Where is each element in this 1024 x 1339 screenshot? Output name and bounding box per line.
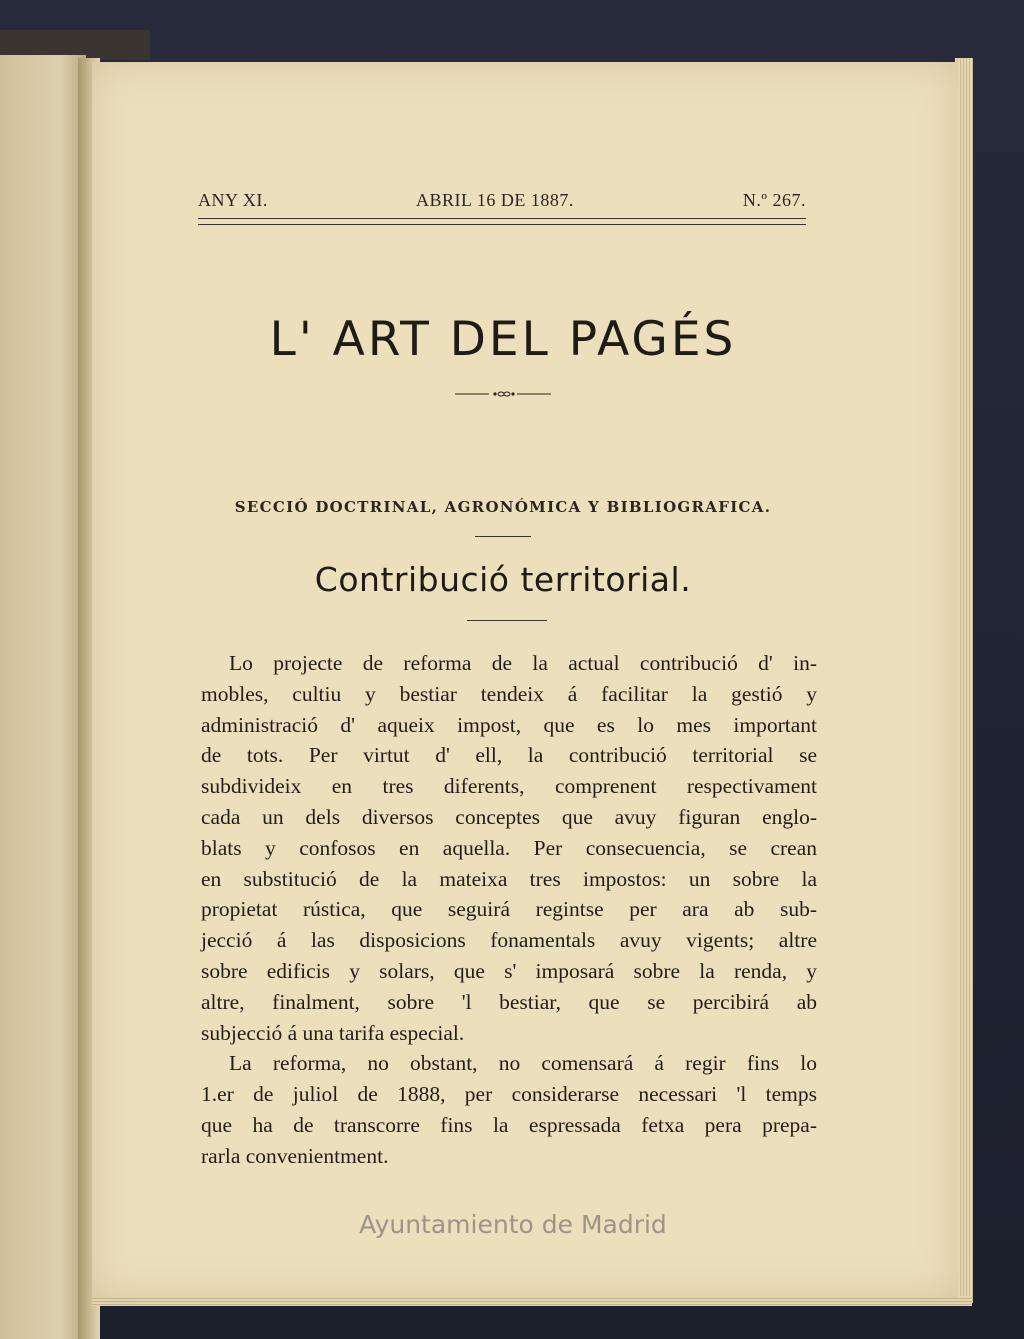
body-line: 1.er de juliol de 1888, per considerarse necessari 'l temps bbox=[201, 1082, 817, 1107]
body-line: sobre edificis y solars, que s' imposará sobre la renda, y bbox=[201, 958, 817, 983]
body-line: cada un dels diversos conceptes que avuy figuran englo- bbox=[201, 804, 817, 829]
body-line: rarla convenientment. bbox=[201, 1143, 389, 1168]
body-line: blats y confosos en aquella. Per consecuencia, se crean bbox=[201, 835, 817, 860]
title-rule bbox=[467, 620, 547, 621]
page-header bbox=[198, 190, 806, 214]
body-line: altre, finalment, sobre 'l bestiar, que se percibirá ab bbox=[201, 989, 817, 1014]
body-line: que ha de transcorre fins la espressada fetxa pera prepa- bbox=[201, 1112, 817, 1137]
ornament-divider-icon bbox=[455, 390, 551, 398]
watermark: Ayuntamiento de Madrid bbox=[359, 1210, 667, 1239]
body-line: Lo projecte de reforma de la actual contribució d' in- bbox=[229, 651, 817, 675]
body-line: administració d' aqueix impost, que es lo mes important bbox=[201, 712, 817, 737]
body-line: de tots. Per virtut d' ell, la contribució territorial se bbox=[201, 743, 817, 768]
left-page-edge bbox=[0, 55, 86, 1339]
masthead-title: L' ART DEL PAGÉS bbox=[269, 312, 737, 367]
body-line: en substitució de la mateixa tres impostos: un sobre la bbox=[201, 866, 817, 891]
section-rule bbox=[475, 536, 531, 537]
body-line: jecció á las disposicions fonamentals avuy vigents; altre bbox=[201, 928, 817, 953]
body-line: La reforma, no obstant, no comensará á regir fins lo bbox=[229, 1051, 817, 1076]
article-title: Contribució territorial. bbox=[314, 560, 692, 599]
body-line: mobles, cultiu y bestiar tendeix á facilitar la gestió y bbox=[201, 681, 817, 706]
header-number: N.º 267. bbox=[742, 190, 806, 210]
section-heading: SECCIÓ DOCTRINAL, AGRONÓMICA Y BIBLIOGRAFICA. bbox=[234, 498, 772, 516]
body-line: subjecció á una tarifa especial. bbox=[201, 1020, 465, 1045]
body-line: propietat rústica, que seguirá regintse per ara ab sub- bbox=[201, 897, 817, 922]
header-date: ABRIL 16 DE 1887. bbox=[416, 190, 574, 210]
header-volume: ANY XI. bbox=[198, 190, 268, 210]
article-body bbox=[201, 648, 817, 1172]
body-line: subdivideix en tres diferents, comprenent respectivament bbox=[201, 774, 817, 799]
header-double-rule bbox=[198, 218, 806, 225]
